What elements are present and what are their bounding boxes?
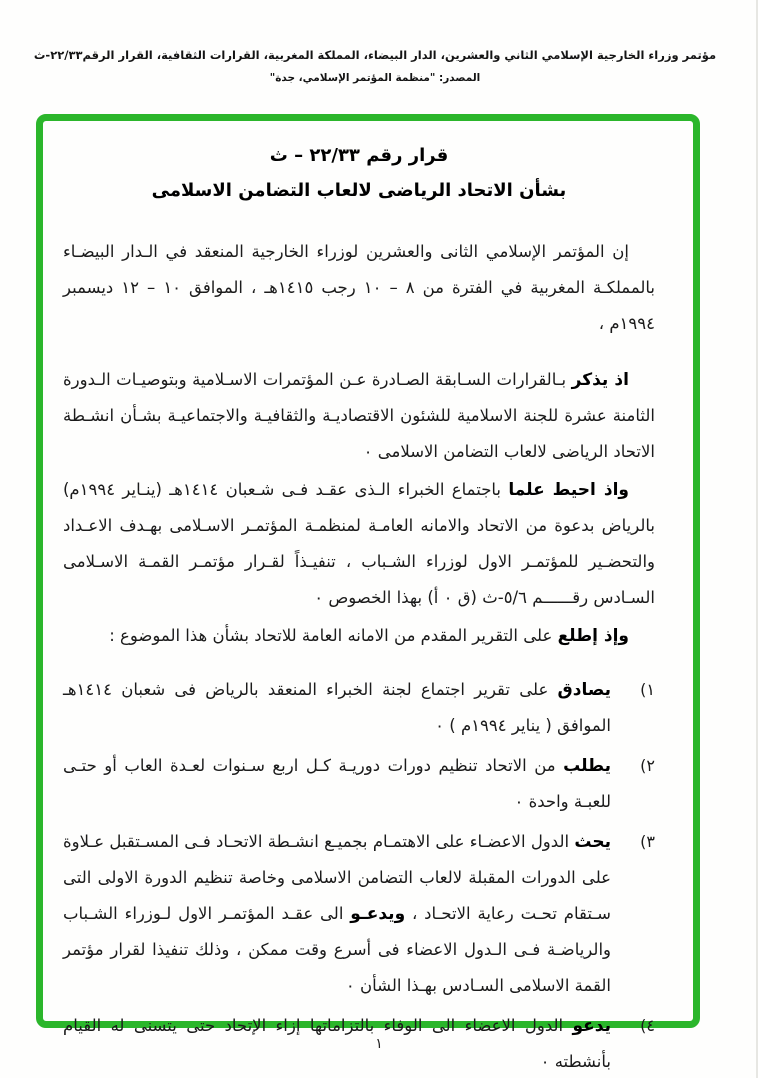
item-2-lead: يطلب bbox=[563, 756, 611, 776]
recalling-paragraph bbox=[63, 362, 655, 470]
resolution-number-title: قرار رقم ٢٢/٣٣ – ث bbox=[269, 145, 449, 166]
noting-text: باجتماع الخبراء الـذى عقـد فـى شـعبان ١٤١٤هـ (ينـاير ١٩٩٤م) بالرياض بدعوة من الاتحاد والامانه العامـة لمنظمـة المؤتمـر الاسـلامى بهـدف الاعـداد والتحضـير للمؤتمـر الاول لوزراء الشـباب ، تنفيـذاً لقـرار مؤتمـر القمـة الاسـلامى السـادس رقــــــم ٥/٦-ث (ق ٠ أ) بهذا الخصوص ٠ bbox=[63, 480, 655, 607]
item-4-text: الدول الاعضاء الى الوفاء بالتزاماتها إزاء الإتحاد حتى يتسنى له القيام بأنشطته ٠ bbox=[63, 1016, 611, 1071]
item-3-marker: ٣) bbox=[640, 832, 655, 851]
preamble-paragraph bbox=[63, 234, 655, 342]
item-1-marker: ١) bbox=[640, 680, 655, 699]
noting-lead: واذ احيط علما bbox=[508, 480, 629, 500]
item-2-marker: ٢) bbox=[640, 756, 655, 775]
item-3-second-text: الى عقـد المؤتمـر الاول لـوزراء الشـباب والرياضـة فـى الـدول الاعضاء فى أسرع وقت ممكن ، وذلك تنفيذا لقرار مؤتمر القمة الاسلامى السـادس بهـذا الشأن ٠ bbox=[63, 904, 611, 995]
list-item-3 bbox=[63, 824, 655, 1004]
list-item-1 bbox=[63, 672, 655, 744]
item-3-text-block bbox=[63, 824, 611, 1004]
item-1-text: على تقرير اجتماع لجنة الخبراء المنعقد بالرياض فى شعبان ١٤١٤هـ الموافق ( يناير ١٩٩٤م ) ٠ bbox=[63, 680, 611, 735]
page-header bbox=[0, 48, 750, 84]
green-frame bbox=[36, 114, 700, 1071]
having-reviewed-text: على التقرير المقدم من الامانه العامة للاتحاد بشأن هذا الموضوع : bbox=[109, 626, 553, 645]
item-3-second-lead: ويدعـو bbox=[350, 904, 406, 924]
operative-items-list bbox=[63, 672, 655, 1080]
item-4-lead: يدعو bbox=[572, 1016, 611, 1036]
page-number: ١ bbox=[375, 1036, 383, 1052]
preamble-text: إن المؤتمر الإسلامي الثانى والعشرين لوزراء الخارجية المنعقد في الـدار البيضـاء بالمملكـة المغربية في الفترة من ٨ – ١٠ رجب ١٤١٥هـ ، الموافق ١٠ – ١٢ ديسمبر ١٩٩٤م ، bbox=[63, 242, 656, 333]
item-2-text-block bbox=[63, 748, 611, 820]
item-1-lead: يصادق bbox=[557, 680, 611, 700]
header-source: المصدر: "منظمة المؤتمر الإسلامي، جدة" bbox=[269, 72, 481, 84]
resolution-subject-title: بشأن الاتحاد الرياضى لالعاب التضامن الاسلامى bbox=[151, 180, 567, 201]
item-3-lead: يحث bbox=[574, 832, 611, 852]
recalling-text: بـالقرارات السـابقة الصـادرة عـن المؤتمرات الاسـلامية وبتوصيـات الـدورة الثامنة عشرة للجنة الاسلامية للشئون الاقتصاديـة والثقافيـة والاجتماعيـة بشـأن انشـطة الاتحاد الرياضى لالعاب التضامن الاسلامى ٠ bbox=[63, 370, 655, 461]
having-reviewed-paragraph bbox=[63, 618, 655, 654]
item-3-text: الدول الاعضـاء على الاهتمـام بجميـع انشـطة الاتحـاد فـى المسـتقبل عـلاوة على الدورات المقبلة لالعاب التضامن الاسلامى وخاصة تنظيم الدورة الاولى التى سـتقام تحـت رعاية الاتحـاد ، bbox=[63, 832, 611, 923]
item-2-text: من الاتحاد تنظيم دورات دوريـة كـل اربع سـنوات لعـدة العاب أو حتـى للعبـة واحدة ٠ bbox=[63, 756, 611, 811]
header-citation: مؤتمر وزراء الخارجية الإسلامي الثاني والعشرين، الدار البيضاء، المملكة المغربية، القرارات الثقافية، القرار الرقم٢٢/٣٣-ث bbox=[33, 48, 717, 62]
noting-paragraph bbox=[63, 472, 655, 616]
item-1-text-block bbox=[63, 672, 611, 744]
item-4-marker: ٤) bbox=[640, 1016, 655, 1035]
having-reviewed-lead: وإذ إطلع bbox=[557, 626, 629, 646]
list-item-2 bbox=[63, 748, 655, 820]
recalling-lead: اذ يذكر bbox=[571, 370, 629, 390]
